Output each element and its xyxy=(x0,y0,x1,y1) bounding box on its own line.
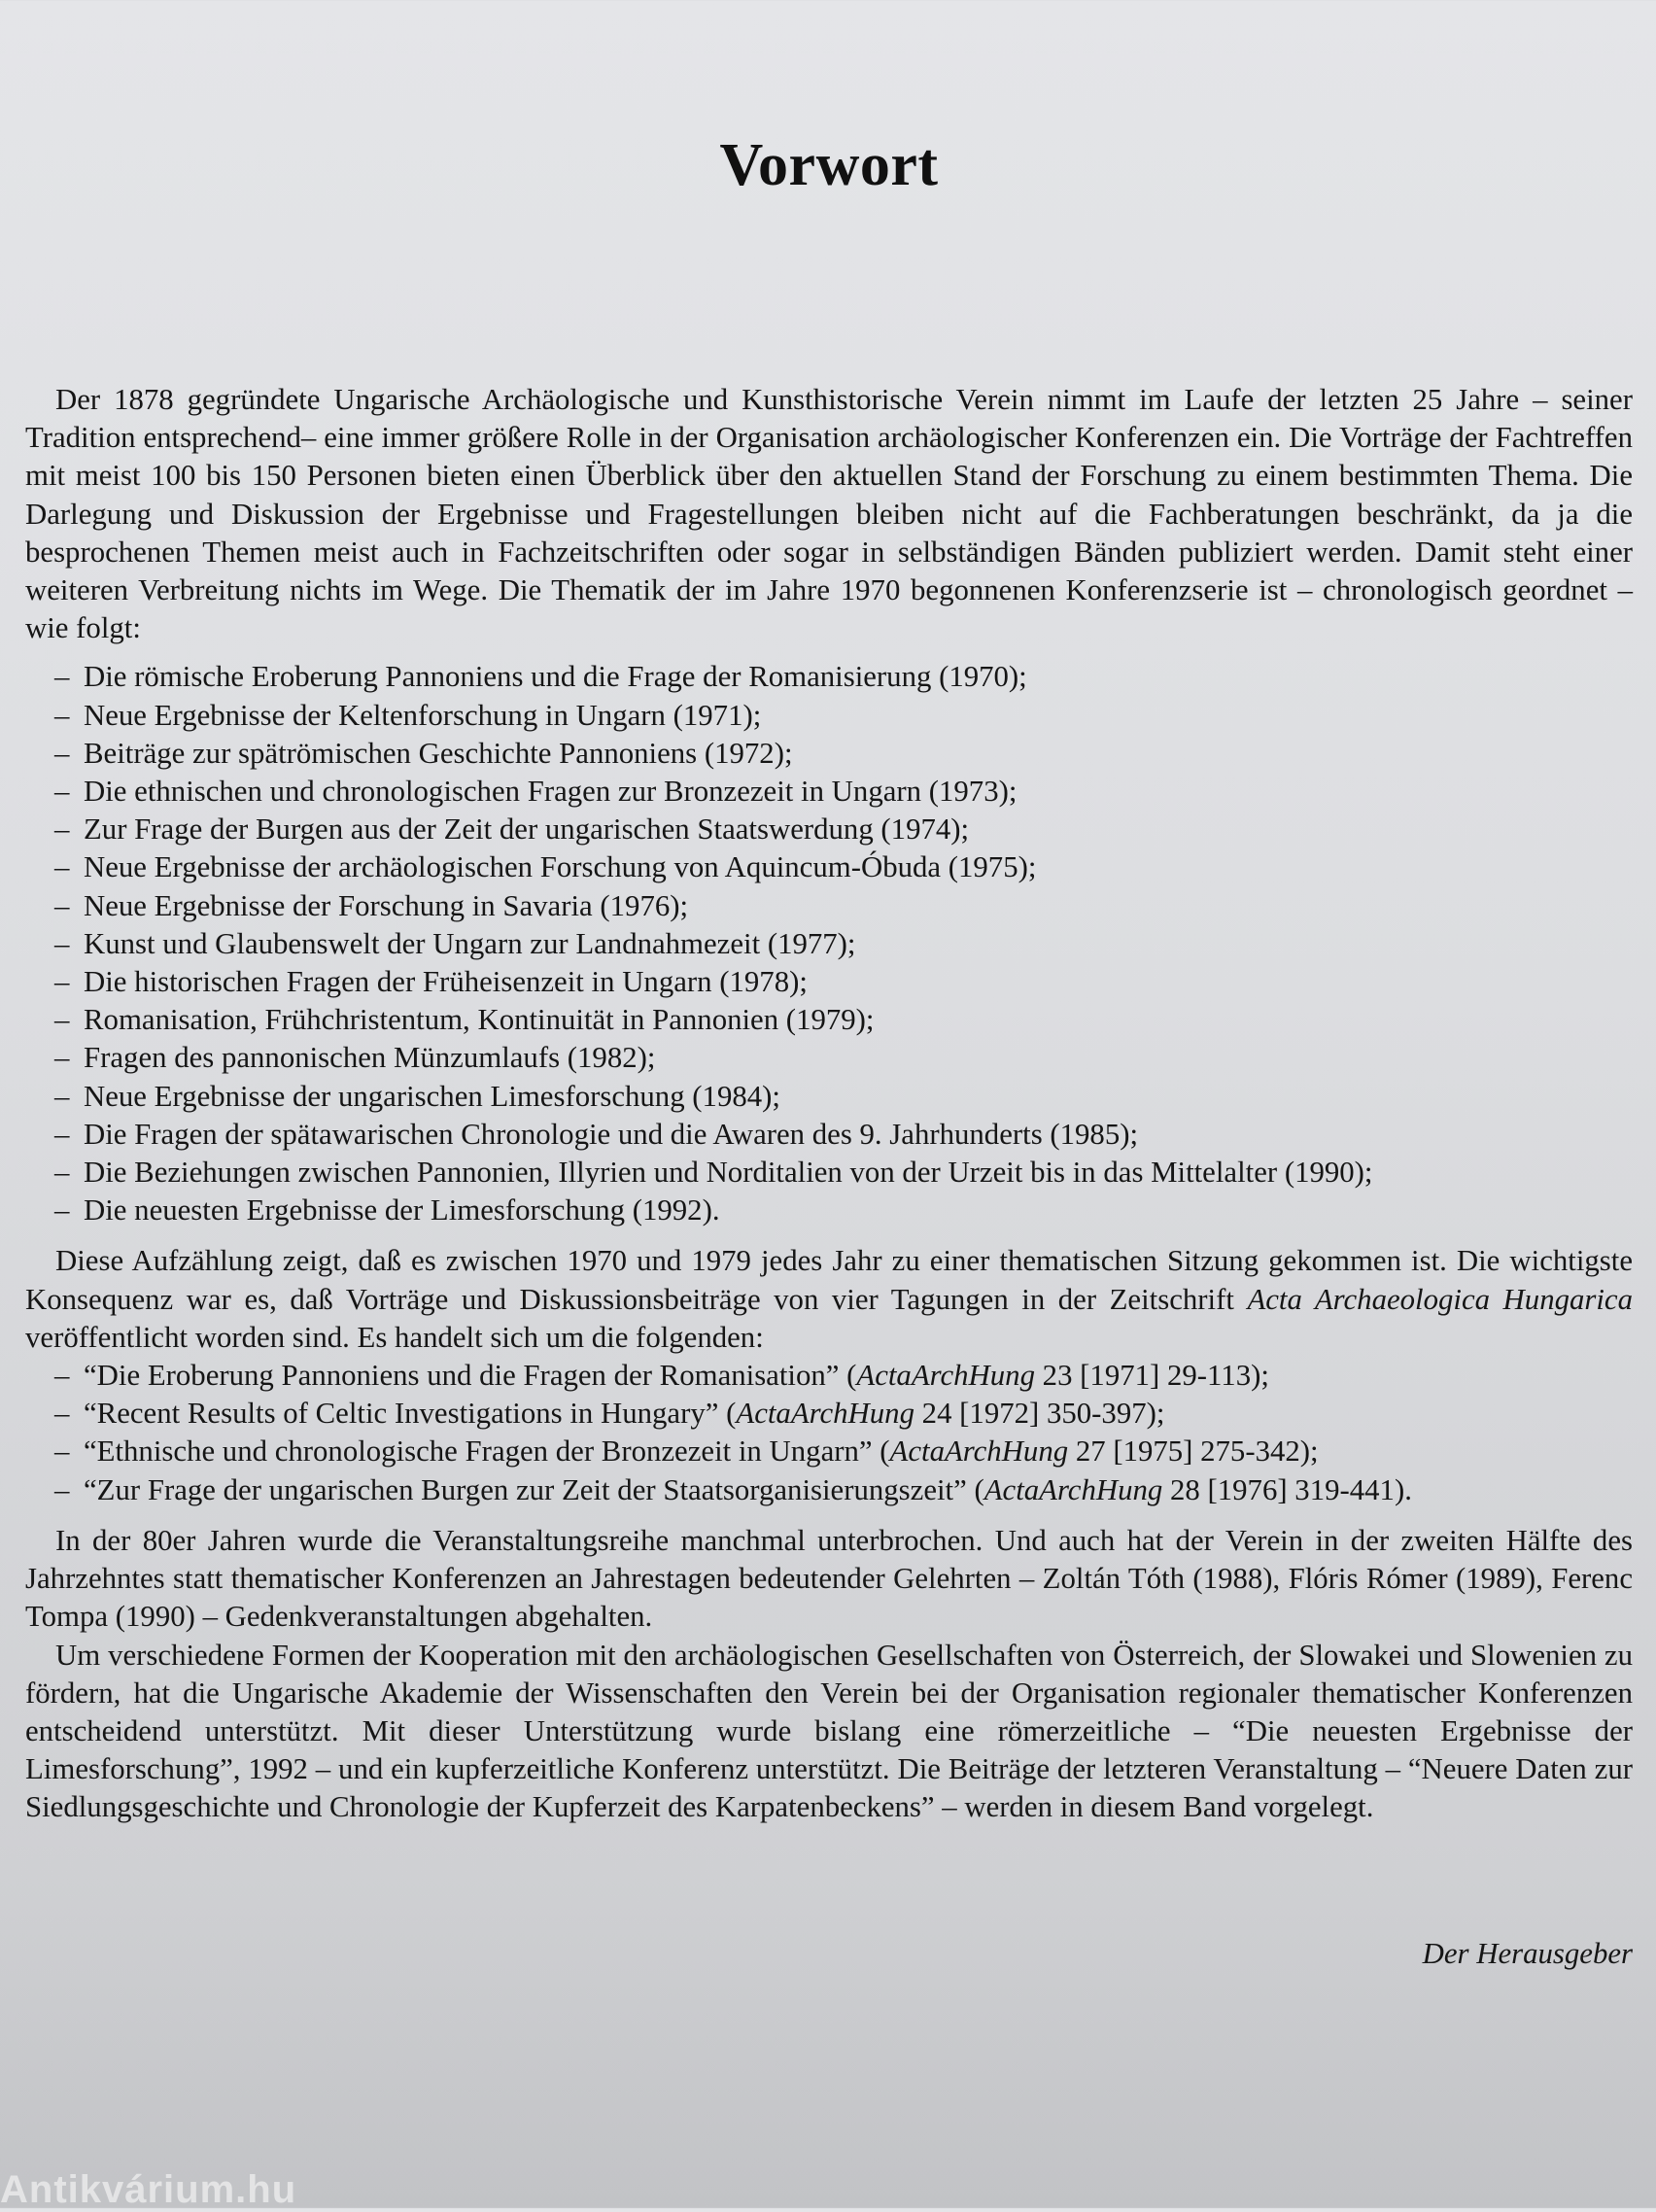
list-dash: – xyxy=(54,1079,70,1113)
publication-ref: 28 [1976] 319-441). xyxy=(1162,1472,1412,1506)
journal-abbreviation: ActaArchHung xyxy=(889,1434,1069,1469)
list-item xyxy=(25,1116,1633,1154)
topic-text: Neue Ergebnisse der archäologischen Forschung von Aquincum-Óbuda (1975); xyxy=(84,850,1037,884)
publication-title: “Zur Frage der ungarischen Burgen zur Zeit der Staatsorganisierungszeit” ( xyxy=(84,1472,984,1506)
journal-abbreviation: ActaArchHung xyxy=(856,1359,1035,1393)
list-item xyxy=(25,887,1633,925)
body-text xyxy=(25,381,1633,1827)
list-item xyxy=(25,1471,1633,1509)
topic-text: Die Beziehungen zwischen Pannonien, Illyrien und Norditalien von der Urzeit bis in das Mittelalter (1990); xyxy=(84,1156,1373,1190)
list-item xyxy=(25,697,1633,735)
list-item xyxy=(25,1039,1633,1077)
topic-text: Romanisation, Frühchristentum, Kontinuität in Pannonien (1979); xyxy=(84,1003,875,1037)
list-dash: – xyxy=(54,926,70,960)
journal-title: Acta Archaeologica Hungarica xyxy=(1247,1282,1634,1316)
list-dash: – xyxy=(54,812,70,847)
topic-text: Zur Frage der Burgen aus der Zeit der ungarischen Staatswerdung (1974); xyxy=(84,812,970,847)
topic-text: Die historischen Fragen der Früheisenzeit in Ungarn (1978); xyxy=(84,965,808,999)
topic-text: Die Fragen der spätawarischen Chronologie und die Awaren des 9. Jahrhunderts (1985); xyxy=(84,1117,1139,1151)
list-dash: – xyxy=(54,965,70,999)
publication-ref: 27 [1975] 275-342); xyxy=(1068,1434,1319,1469)
list-dash: – xyxy=(54,1359,70,1393)
list-dash: – xyxy=(54,1472,70,1506)
topic-text: Kunst und Glaubenswelt der Ungarn zur Landnahmezeit (1977); xyxy=(84,926,856,960)
list-dash: – xyxy=(54,698,70,732)
list-item xyxy=(25,1078,1633,1116)
list-item xyxy=(25,1395,1633,1433)
interruption-paragraph: In der 80er Jahren wurde die Veranstaltungsreihe manchmal unterbrochen. Und auch hat der Verein in der zweiten Hälfte des Jahrzehntes statt thematischer Konferenzen an Jahrestagen bedeutender Gelehrten – Zoltán Tóth (1988), Flóris Rómer (1989), Ferenc Tompa (1990) – Gedenkveranstaltungen abgehalten. xyxy=(25,1523,1633,1634)
list-dash: – xyxy=(54,1156,70,1190)
publication-title: “Ethnische und chronologische Fragen der Bronzezeit in Ungarn” ( xyxy=(84,1434,890,1469)
cooperation-paragraph: Um verschiedene Formen der Kooperation mit den archäologischen Gesellschaften von Österreich, der Slowakei und Slowenien zu fördern, hat die Ungarische Akademie der Wissenschaften den Verein bei der Organisation regionaler thematischer Konferenzen entscheidend unterstützt. Mit dieser Unterstützung wurde bislang eine römerzeitliche – “Die neuesten Ergebnisse der Limesforschung”, 1992 – und ein kupferzeitliche Konferenz unterstützt. Die Beiträge der letzteren Veranstaltung – “Neuere Daten zur Siedlungsgeschichte und Chronologie der Kupferzeit des Karpatenbeckens” – werden in diesem Band vorgelegt. xyxy=(25,1638,1633,1824)
list-item xyxy=(25,1154,1633,1192)
list-item xyxy=(25,658,1633,696)
publication-ref: 24 [1972] 350-397); xyxy=(914,1397,1165,1431)
topic-text: Neue Ergebnisse der Keltenforschung in Ungarn (1971); xyxy=(84,698,762,732)
publication-ref: 23 [1971] 29-113); xyxy=(1034,1359,1269,1393)
page-title: Vorwort xyxy=(719,132,939,198)
list-item xyxy=(25,1357,1633,1395)
topic-text: Die ethnischen und chronologischen Fragen zur Bronzezeit in Ungarn (1973); xyxy=(84,775,1018,809)
list-item xyxy=(25,963,1633,1001)
list-dash: – xyxy=(54,850,70,884)
journal-abbreviation: ActaArchHung xyxy=(983,1472,1163,1506)
enumeration-text: Diese Aufzählung zeigt, daß es zwischen 1970 und 1979 jedes Jahr zu einer thematischen Sitzung gekommen ist. Die wichtigste Konsequenz war es, daß Vorträge und Diskussionsbeiträge von vier Tagungen in der Zeitschrift xyxy=(25,1244,1633,1316)
topic-text: Fragen des pannonischen Münzumlaufs (1982); xyxy=(84,1041,656,1075)
list-item xyxy=(25,773,1633,811)
list-dash: – xyxy=(54,1041,70,1075)
list-dash: – xyxy=(54,1397,70,1431)
topic-text: Die römische Eroberung Pannoniens und die Frage der Romanisierung (1970); xyxy=(84,660,1027,694)
conference-topics-list xyxy=(25,658,1633,1229)
list-dash: – xyxy=(54,1003,70,1037)
document-page xyxy=(25,0,1633,2208)
enumeration-paragraph xyxy=(25,1242,1633,1357)
topic-text: Neue Ergebnisse der ungarischen Limesforschung (1984); xyxy=(84,1079,780,1113)
enumeration-text-end: veröffentlicht worden sind. Es handelt sich um die folgenden: xyxy=(25,1320,764,1354)
list-item xyxy=(25,1192,1633,1229)
list-item xyxy=(25,1001,1633,1039)
intro-paragraph: Der 1878 gegründete Ungarische Archäologische und Kunsthistorische Verein nimmt im Laufe der letzten 25 Jahre – seiner Tradition entsprechend– eine immer größere Rolle in der Organisation archäologischer Konferenzen ein. Die Vorträge der Fachtreffen mit meist 100 bis 150 Personen bieten einen Überblick über den aktuellen Stand der Forschung zu einem bestimmten Thema. Die Darlegung und Diskussion der Ergebnisse und Fragestellungen bleiben nicht auf die Fachberatungen beschränkt, da ja die besprochenen Themen meist auch in Fachzeitschriften oder sogar in selbständigen Bänden publiziert werden. Damit steht einer weiteren Verbreitung nichts im Wege. Die Thematik der im Jahre 1970 begonnenen Konferenzserie ist – chronologisch geordnet – wie folgt: xyxy=(25,383,1633,645)
journal-abbreviation: ActaArchHung xyxy=(736,1397,914,1431)
list-dash: – xyxy=(54,1117,70,1151)
list-item xyxy=(25,811,1633,848)
list-dash: – xyxy=(54,660,70,694)
publication-title: “Recent Results of Celtic Investigations in Hungary” ( xyxy=(84,1397,737,1431)
list-dash: – xyxy=(54,1434,70,1469)
list-item xyxy=(25,1433,1633,1470)
list-dash: – xyxy=(54,775,70,809)
list-item xyxy=(25,925,1633,963)
watermark-text: Antikvárium.hu xyxy=(0,2168,297,2211)
list-dash: – xyxy=(54,736,70,770)
list-item xyxy=(25,848,1633,886)
topic-text: Die neuesten Ergebnisse der Limesforschung (1992). xyxy=(84,1193,720,1227)
topic-text: Neue Ergebnisse der Forschung in Savaria (1976); xyxy=(84,888,689,922)
topic-text: Beiträge zur spätrömischen Geschichte Pannoniens (1972); xyxy=(84,736,793,770)
list-item xyxy=(25,735,1633,773)
signature: Der Herausgeber xyxy=(1422,1937,1633,1970)
publications-list xyxy=(25,1357,1633,1509)
list-dash: – xyxy=(54,888,70,922)
list-dash: – xyxy=(54,1193,70,1227)
publication-title: “Die Eroberung Pannoniens und die Fragen der Romanisation” ( xyxy=(84,1359,857,1393)
